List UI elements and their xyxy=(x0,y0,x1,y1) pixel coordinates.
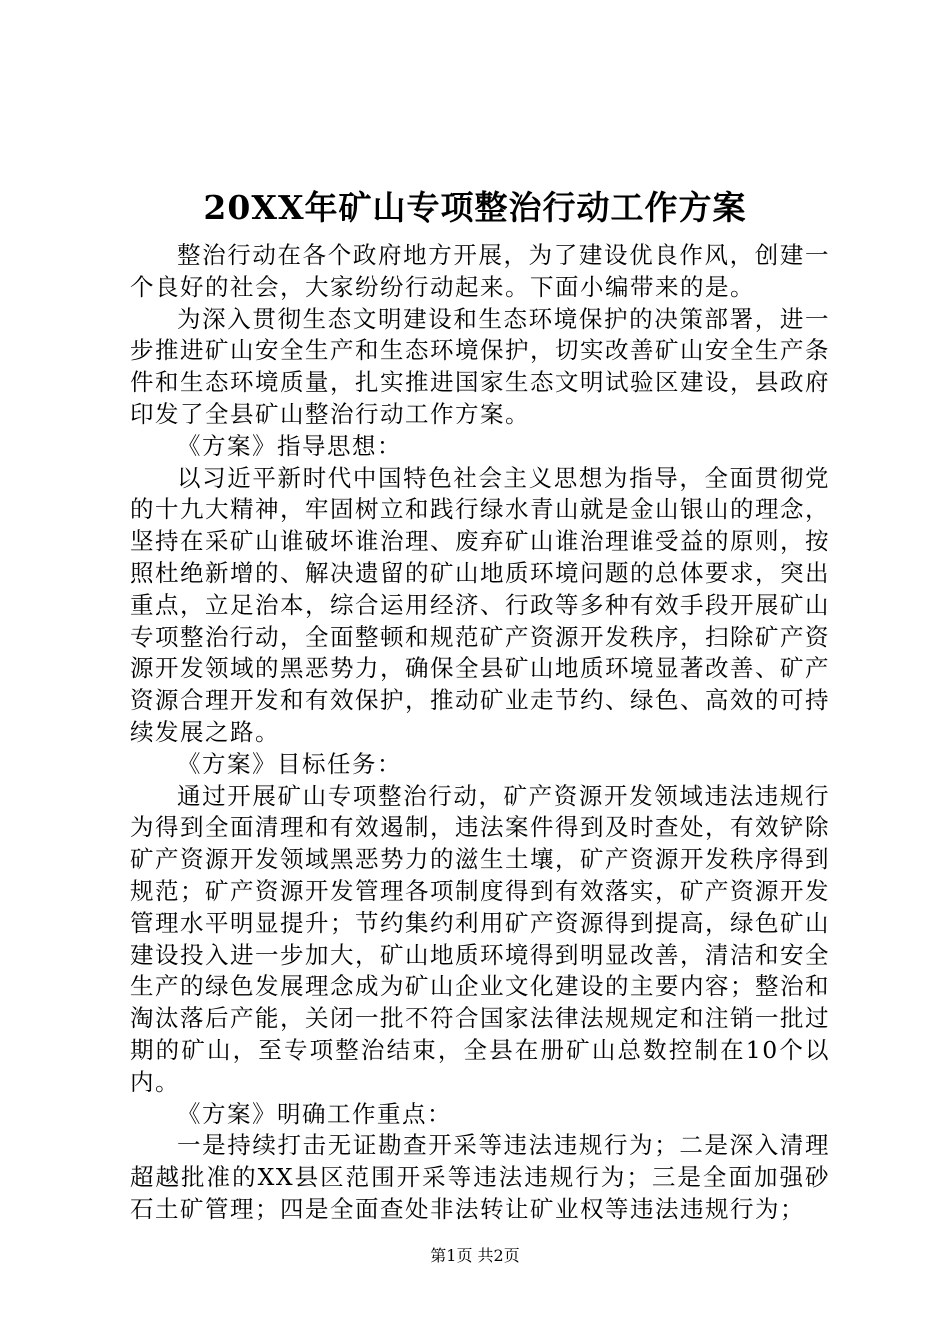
page-number-footer: 第1页 共2页 xyxy=(430,1246,520,1265)
guiding-ideology-heading: 《方案》指导思想： xyxy=(177,431,402,460)
intro-paragraph: 整治行动在各个政府地方开展，为了建设优良作风，创建一个良好的社会，大家纷纷行动起来。下面小编带来的是。 xyxy=(130,241,830,301)
document-body xyxy=(130,240,830,1226)
guiding-ideology-paragraph: 以习近平新时代中国特色社会主义思想为指导，全面贯彻党的十九大精神，牢固树立和践行绿水青山就是金山银山的理念，坚持在采矿山谁破坏谁治理、废弃矿山谁治理谁受益的原则，按照杜绝新增的、解决遗留的矿山地质环境问题的总体要求，突出重点，立足治本，综合运用经济、行政等多种有效手段开展矿山专项整治行动，全面整顿和规范矿产资源开发秩序，扫除矿产资源开发领域的黑恶势力，确保全县矿山地质环境显著改善、矿产资源合理开发和有效保护，推动矿业走节约、绿色、高效的可持续发展之路。 xyxy=(130,463,830,746)
key-work-paragraph: 一是持续打击无证勘查开采等违法违规行为；二是深入清理超越批准的XX县区范围开采等违法违规行为；三是全面加强砂石土矿管理；四是全面查处非法转让矿业权等违法违规行为； xyxy=(130,1131,830,1223)
key-work-heading: 《方案》明确工作重点： xyxy=(177,1099,452,1128)
document-title: 20XX年矿山专项整治行动工作方案 xyxy=(203,188,747,227)
background-paragraph: 为深入贯彻生态文明建设和生态环境保护的决策部署，进一步推进矿山安全生产和生态环境保护，切实改善矿山安全生产条件和生态环境质量，扎实推进国家生态文明试验区建设，县政府印发了全县矿山整治行动工作方案。 xyxy=(130,304,830,428)
goals-paragraph: 通过开展矿山专项整治行动，矿产资源开发领域违法违规行为得到全面清理和有效遏制，违法案件得到及时查处，有效铲除矿产资源开发领域黑恶势力的滋生土壤，矿产资源开发秩序得到规范；矿产资源开发管理各项制度得到有效落实，矿产资源开发管理水平明显提升；节约集约利用矿产资源得到提高，绿色矿山建设投入进一步加大，矿山地质环境得到明显改善，清洁和安全生产的绿色发展理念成为矿山企业文化建设的主要内容；整治和淘汰落后产能，关闭一批不符合国家法律法规规定和注销一批过期的矿山，至专项整治结束，全县在册矿山总数控制在10个以内。 xyxy=(130,781,830,1096)
goals-heading: 《方案》目标任务： xyxy=(177,749,402,778)
